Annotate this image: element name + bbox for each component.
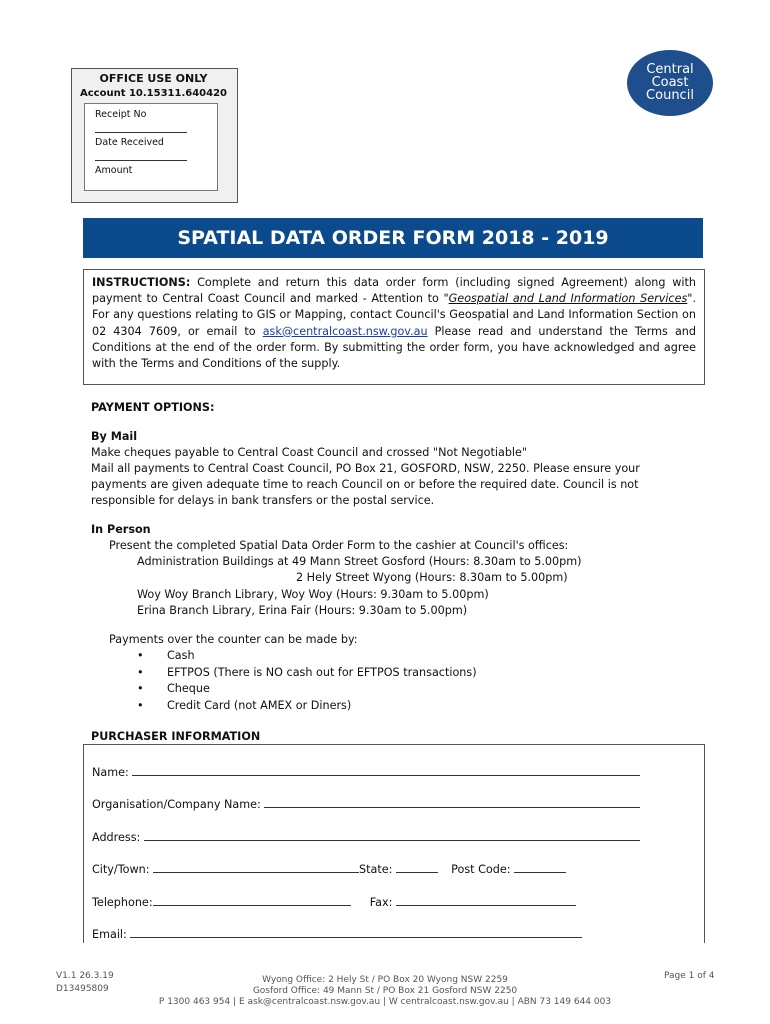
in-person-heading: In Person xyxy=(91,523,151,536)
instructions-box xyxy=(83,269,705,385)
mail-line-2: Mail all payments to Central Coast Council, PO Box 21, GOSFORD, NSW, 2250. Please ensure your xyxy=(91,462,640,475)
telephone-label: Telephone: xyxy=(92,896,153,909)
address-row xyxy=(92,828,640,844)
gosford-office-address: Gosford Office: 49 Mann St / PO Box 21 Gosford NSW 2250 xyxy=(252,986,518,996)
state-label: State: xyxy=(359,863,393,876)
office-gosford: Administration Buildings at 49 Mann Street Gosford (Hours: 8.30am to 5.00pm) xyxy=(137,555,582,568)
instructions-attention: Geospatial and Land Information Services xyxy=(448,292,688,306)
email-row xyxy=(92,925,582,941)
date-received-line xyxy=(95,160,187,161)
organisation-label: Organisation/Company Name: xyxy=(92,798,261,811)
version-label: V1.1 26.3.19 xyxy=(56,971,114,981)
office-account-number: Account 10.15311.640420 xyxy=(79,88,228,99)
logo-line-2: Coast xyxy=(651,75,689,90)
city-field[interactable] xyxy=(153,860,359,873)
list-item: • Credit Card (not AMEX or Diners) xyxy=(137,698,477,715)
page-number: Page 1 of 4 xyxy=(664,971,715,981)
payment-options-heading: PAYMENT OPTIONS: xyxy=(91,401,215,414)
instructions-label: INSTRUCTIONS: xyxy=(92,276,191,289)
list-item: • Cheque xyxy=(137,681,477,698)
receipt-no-label: Receipt No xyxy=(95,109,147,120)
city-row xyxy=(92,860,566,876)
in-person-intro: Present the completed Spatial Data Order Form to the cashier at Council's offices: xyxy=(109,539,569,552)
address-label: Address: xyxy=(92,831,141,844)
email-label: Email: xyxy=(92,928,127,941)
counter-intro: Payments over the counter can be made by: xyxy=(109,633,358,646)
organisation-field[interactable] xyxy=(264,795,640,808)
by-mail-heading: By Mail xyxy=(91,430,138,443)
postcode-label: Post Code: xyxy=(451,863,511,876)
email-field[interactable] xyxy=(130,925,582,938)
instructions-text-3: Please read and understand the Terms and Conditions at the end of the order form. By submitting the order form, you have acknowledged and agree with the Terms and Conditions of the supply. xyxy=(92,324,696,371)
office-woy-woy: Woy Woy Branch Library, Woy Woy (Hours: 9.30am to 5.00pm) xyxy=(137,588,489,601)
amount-label: Amount xyxy=(95,165,133,176)
email-link[interactable]: ask@centralcoast.nsw.gov.au xyxy=(262,324,428,338)
purchaser-heading: PURCHASER INFORMATION xyxy=(91,730,261,743)
instructions-text-2: ". For any questions relating to GIS or Mapping, contact Council's Geospatial and Land Information Section on 02 4304 7609, or email to xyxy=(92,292,696,338)
office-use-title: OFFICE USE ONLY xyxy=(99,72,208,85)
telephone-row xyxy=(92,893,576,909)
address-field[interactable] xyxy=(144,828,640,841)
mail-line-3: payments are given adequate time to reach Council on or before the required date. Council is not xyxy=(91,478,639,491)
name-field[interactable] xyxy=(132,763,640,776)
office-erina: Erina Branch Library, Erina Fair (Hours: 9.30am to 5.00pm) xyxy=(137,604,468,617)
state-field[interactable] xyxy=(396,860,438,873)
list-item: • Cash xyxy=(137,648,477,665)
wyong-office-address: Wyong Office: 2 Hely St / PO Box 20 Wyong NSW 2259 xyxy=(262,975,508,985)
name-row xyxy=(92,763,640,779)
receipt-no-line xyxy=(95,132,187,133)
telephone-field[interactable] xyxy=(153,893,351,906)
mail-line-1: Make cheques payable to Central Coast Council and crossed "Not Negotiable" xyxy=(91,446,528,459)
logo-line-1: Central xyxy=(646,62,694,77)
form-title-banner: SPATIAL DATA ORDER FORM 2018 - 2019 xyxy=(83,218,703,258)
list-item: • EFTPOS (There is NO cash out for EFTPOS transactions) xyxy=(137,665,477,682)
office-wyong: 2 Hely Street Wyong (Hours: 8.30am to 5.00pm) xyxy=(296,571,568,584)
logo-line-3: Council xyxy=(646,88,694,103)
payment-methods-list xyxy=(137,648,477,714)
fax-field[interactable] xyxy=(396,893,576,906)
contact-details: P 1300 463 954 | E ask@centralcoast.nsw.gov.au | W centralcoast.nsw.gov.au | ABN 73 149 644 003 xyxy=(158,997,612,1007)
mail-line-4: responsible for delays in bank transfers or the postal service. xyxy=(91,494,435,507)
name-label: Name: xyxy=(92,766,129,779)
instructions-text-1: Complete and return this data order form (including signed Agreement) along with payment to Central Coast Council and marked - Attention to " xyxy=(92,276,696,306)
postcode-field[interactable] xyxy=(514,860,566,873)
date-received-label: Date Received xyxy=(95,137,164,148)
organisation-row xyxy=(92,795,640,811)
fax-label: Fax: xyxy=(369,896,393,909)
city-label: City/Town: xyxy=(92,863,150,876)
document-id: D13495809 xyxy=(56,984,109,994)
council-logo xyxy=(627,50,713,116)
